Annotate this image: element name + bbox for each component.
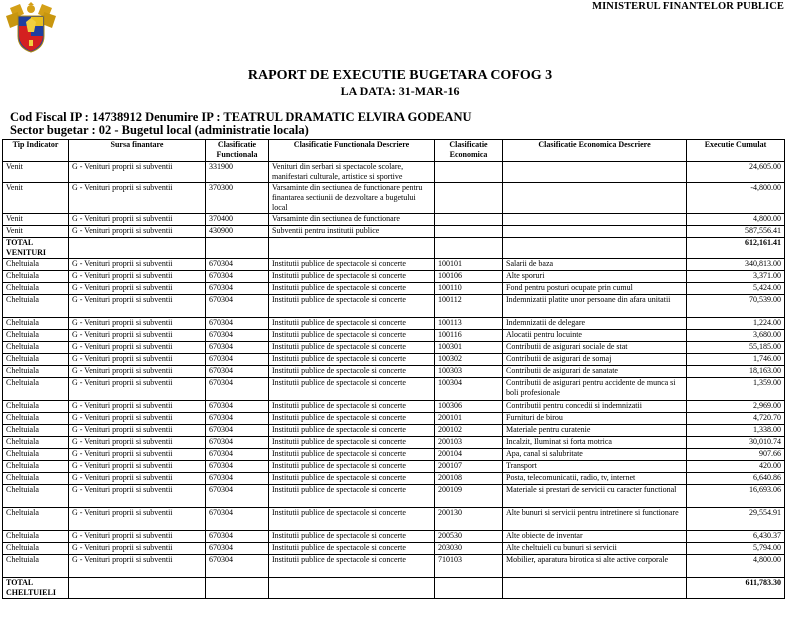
clasificatie-economica-cell: 100110 (435, 283, 503, 295)
tip-indicator-cell: Cheltuiala (3, 473, 69, 485)
tip-indicator-cell: Venit (3, 214, 69, 226)
economica-descriere-cell: Transport (503, 461, 687, 473)
economica-descriere-cell (503, 578, 687, 599)
clasificatie-economica-cell: 200101 (435, 413, 503, 425)
sursa-finantare-cell: G - Venituri proprii si subventii (69, 162, 206, 183)
tip-indicator-cell: Cheltuiala (3, 330, 69, 342)
clasificatie-functionala-cell: 670304 (206, 259, 269, 271)
clasificatie-economica-cell: 200107 (435, 461, 503, 473)
executie-cumulat-cell: 611,783.30 (687, 578, 785, 599)
functionala-descriere-cell: Institutii publice de spectacole si concerte (269, 531, 435, 543)
executie-cumulat-cell: 18,163.00 (687, 366, 785, 378)
clasificatie-functionala-cell: 670304 (206, 271, 269, 283)
executie-cumulat-cell: 4,800.00 (687, 214, 785, 226)
tip-indicator-cell: Cheltuiala (3, 555, 69, 578)
clasificatie-functionala-cell: 670304 (206, 318, 269, 330)
tip-indicator-cell: Cheltuiala (3, 531, 69, 543)
column-header: Clasificatie Functionala (206, 140, 269, 162)
clasificatie-economica-cell: 200130 (435, 508, 503, 531)
sursa-finantare-cell: G - Venituri proprii si subventii (69, 508, 206, 531)
functionala-descriere-cell: Subventii pentru institutii publice (269, 226, 435, 238)
clasificatie-economica-cell: 200103 (435, 437, 503, 449)
executie-cumulat-cell: 1,746.00 (687, 354, 785, 366)
functionala-descriere-cell (269, 238, 435, 259)
economica-descriere-cell: Mobilier, aparatura birotica si alte active corporale (503, 555, 687, 578)
sursa-finantare-cell: G - Venituri proprii si subventii (69, 401, 206, 413)
executie-cumulat-cell: 29,554.91 (687, 508, 785, 531)
table-row (3, 401, 785, 413)
clasificatie-economica-cell (435, 238, 503, 259)
clasificatie-economica-cell: 100112 (435, 295, 503, 318)
table-header-row (3, 140, 785, 162)
clasificatie-economica-cell: 100306 (435, 401, 503, 413)
sursa-finantare-cell (69, 578, 206, 599)
functionala-descriere-cell: Institutii publice de spectacole si concerte (269, 555, 435, 578)
executie-cumulat-cell: 340,813.00 (687, 259, 785, 271)
executie-cumulat-cell: 4,720.70 (687, 413, 785, 425)
economica-descriere-cell: Alte sporuri (503, 271, 687, 283)
clasificatie-functionala-cell (206, 238, 269, 259)
clasificatie-functionala-cell: 370400 (206, 214, 269, 226)
executie-cumulat-cell: 1,338.00 (687, 425, 785, 437)
economica-descriere-cell (503, 238, 687, 259)
tip-indicator-cell: Cheltuiala (3, 271, 69, 283)
clasificatie-functionala-cell: 670304 (206, 473, 269, 485)
clasificatie-economica-cell: 100302 (435, 354, 503, 366)
table-row (3, 413, 785, 425)
functionala-descriere-cell: Venituri din serbari si spectacole scolare, manifestari culturale, artistice si sportive (269, 162, 435, 183)
clasificatie-functionala-cell: 670304 (206, 378, 269, 401)
clasificatie-functionala-cell: 670304 (206, 555, 269, 578)
sursa-finantare-cell: G - Venituri proprii si subventii (69, 330, 206, 342)
functionala-descriere-cell: Institutii publice de spectacole si concerte (269, 342, 435, 354)
tip-indicator-cell: Cheltuiala (3, 413, 69, 425)
tip-indicator-cell: Cheltuiala (3, 259, 69, 271)
economica-descriere-cell: Alte bunuri si servicii pentru intretinere si functionare (503, 508, 687, 531)
clasificatie-functionala-cell: 670304 (206, 461, 269, 473)
functionala-descriere-cell: Institutii publice de spectacole si concerte (269, 378, 435, 401)
sursa-finantare-cell: G - Venituri proprii si subventii (69, 259, 206, 271)
column-header: Sursa finantare (69, 140, 206, 162)
sursa-finantare-cell: G - Venituri proprii si subventii (69, 318, 206, 330)
table-row (3, 378, 785, 401)
sursa-finantare-cell: G - Venituri proprii si subventii (69, 485, 206, 508)
tip-indicator-cell: Cheltuiala (3, 295, 69, 318)
romania-coat-of-arms-icon (4, 2, 58, 54)
economica-descriere-cell: Contributii de asigurari sociale de stat (503, 342, 687, 354)
table-row (3, 295, 785, 318)
economica-descriere-cell: Contributii de asigurari de sanatate (503, 366, 687, 378)
column-header: Clasificatie Economica (435, 140, 503, 162)
table-row (3, 162, 785, 183)
clasificatie-functionala-cell: 430900 (206, 226, 269, 238)
executie-cumulat-cell: 1,224.00 (687, 318, 785, 330)
table-row (3, 508, 785, 531)
functionala-descriere-cell: Institutii publice de spectacole si concerte (269, 413, 435, 425)
sursa-finantare-cell: G - Venituri proprii si subventii (69, 366, 206, 378)
sursa-finantare-cell: G - Venituri proprii si subventii (69, 295, 206, 318)
clasificatie-economica-cell: 710103 (435, 555, 503, 578)
clasificatie-functionala-cell: 670304 (206, 330, 269, 342)
sursa-finantare-cell: G - Venituri proprii si subventii (69, 378, 206, 401)
sursa-finantare-cell: G - Venituri proprii si subventii (69, 543, 206, 555)
tip-indicator-cell: Cheltuiala (3, 425, 69, 437)
executie-cumulat-cell: 5,424.00 (687, 283, 785, 295)
clasificatie-economica-cell: 203030 (435, 543, 503, 555)
executie-cumulat-cell: 2,969.00 (687, 401, 785, 413)
tip-indicator-cell: Cheltuiala (3, 366, 69, 378)
clasificatie-economica-cell (435, 226, 503, 238)
column-header: Executie Cumulat (687, 140, 785, 162)
functionala-descriere-cell: Institutii publice de spectacole si concerte (269, 485, 435, 508)
tip-indicator-cell: Venit (3, 162, 69, 183)
table-row (3, 226, 785, 238)
sursa-finantare-cell: G - Venituri proprii si subventii (69, 461, 206, 473)
tip-indicator-cell: Venit (3, 226, 69, 238)
clasificatie-functionala-cell: 670304 (206, 449, 269, 461)
functionala-descriere-cell: Institutii publice de spectacole si concerte (269, 283, 435, 295)
clasificatie-economica-cell: 100301 (435, 342, 503, 354)
functionala-descriere-cell (269, 578, 435, 599)
functionala-descriere-cell: Institutii publice de spectacole si concerte (269, 543, 435, 555)
functionala-descriere-cell: Institutii publice de spectacole si concerte (269, 330, 435, 342)
economica-descriere-cell: Furnituri de birou (503, 413, 687, 425)
economica-descriere-cell: Alte cheltuieli cu bunuri si servicii (503, 543, 687, 555)
column-header: Tip Indicator (3, 140, 69, 162)
clasificatie-economica-cell: 200109 (435, 485, 503, 508)
tip-indicator-cell: Cheltuiala (3, 508, 69, 531)
tip-indicator-cell: TOTAL VENITURI (3, 238, 69, 259)
clasificatie-functionala-cell: 670304 (206, 401, 269, 413)
clasificatie-functionala-cell: 670304 (206, 354, 269, 366)
clasificatie-economica-cell: 100101 (435, 259, 503, 271)
table-row (3, 485, 785, 508)
table-row (3, 183, 785, 214)
clasificatie-economica-cell: 100106 (435, 271, 503, 283)
clasificatie-functionala-cell: 370300 (206, 183, 269, 214)
clasificatie-functionala-cell: 670304 (206, 543, 269, 555)
economica-descriere-cell: Apa, canal si salubritate (503, 449, 687, 461)
table-row (3, 461, 785, 473)
sursa-finantare-cell: G - Venituri proprii si subventii (69, 531, 206, 543)
clasificatie-economica-cell (435, 162, 503, 183)
budget-execution-table (2, 139, 785, 599)
executie-cumulat-cell: 3,680.00 (687, 330, 785, 342)
sursa-finantare-cell: G - Venituri proprii si subventii (69, 555, 206, 578)
functionala-descriere-cell: Institutii publice de spectacole si concerte (269, 425, 435, 437)
table-row (3, 342, 785, 354)
clasificatie-economica-cell: 100116 (435, 330, 503, 342)
report-date: LA DATA: 31-MAR-16 (340, 84, 460, 98)
table-row (3, 531, 785, 543)
functionala-descriere-cell: Institutii publice de spectacole si concerte (269, 449, 435, 461)
tip-indicator-cell: TOTAL CHELTUIELI (3, 578, 69, 599)
executie-cumulat-cell: 6,640.86 (687, 473, 785, 485)
clasificatie-economica-cell: 200104 (435, 449, 503, 461)
column-header: Clasificatie Functionala Descriere (269, 140, 435, 162)
executie-cumulat-cell: 30,010.74 (687, 437, 785, 449)
economica-descriere-cell: Incalzit, Iluminat si forta motrica (503, 437, 687, 449)
table-row (3, 366, 785, 378)
entity-line: Cod Fiscal IP : 14738912 Denumire IP : TEATRUL DRAMATIC ELVIRA GODEANU (10, 110, 472, 124)
table-row (3, 354, 785, 366)
clasificatie-functionala-cell (206, 578, 269, 599)
economica-descriere-cell: Alte obiecte de inventar (503, 531, 687, 543)
table-row (3, 425, 785, 437)
total-row (3, 578, 785, 599)
clasificatie-economica-cell: 200530 (435, 531, 503, 543)
functionala-descriere-cell: Institutii publice de spectacole si concerte (269, 318, 435, 330)
tip-indicator-cell: Cheltuiala (3, 437, 69, 449)
sursa-finantare-cell: G - Venituri proprii si subventii (69, 271, 206, 283)
clasificatie-functionala-cell: 670304 (206, 283, 269, 295)
table-row (3, 330, 785, 342)
functionala-descriere-cell: Institutii publice de spectacole si concerte (269, 508, 435, 531)
clasificatie-economica-cell (435, 183, 503, 214)
functionala-descriere-cell: Institutii publice de spectacole si concerte (269, 295, 435, 318)
table-row (3, 473, 785, 485)
executie-cumulat-cell: 1,359.00 (687, 378, 785, 401)
functionala-descriere-cell: Institutii publice de spectacole si concerte (269, 354, 435, 366)
tip-indicator-cell: Cheltuiala (3, 318, 69, 330)
executie-cumulat-cell: 612,161.41 (687, 238, 785, 259)
clasificatie-economica-cell: 100113 (435, 318, 503, 330)
tip-indicator-cell: Cheltuiala (3, 485, 69, 508)
executie-cumulat-cell: 907.66 (687, 449, 785, 461)
table-row (3, 449, 785, 461)
sursa-finantare-cell: G - Venituri proprii si subventii (69, 437, 206, 449)
tip-indicator-cell: Cheltuiala (3, 378, 69, 401)
economica-descriere-cell (503, 162, 687, 183)
table-row (3, 318, 785, 330)
table-body (3, 162, 785, 599)
clasificatie-economica-cell: 200102 (435, 425, 503, 437)
clasificatie-functionala-cell: 670304 (206, 366, 269, 378)
table-row (3, 555, 785, 578)
table-row (3, 437, 785, 449)
economica-descriere-cell: Materiale si prestari de servicii cu caracter functional (503, 485, 687, 508)
economica-descriere-cell: Fond pentru posturi ocupate prin cumul (503, 283, 687, 295)
economica-descriere-cell: Contributii de asigurari pentru accidente de munca si boli profesionale (503, 378, 687, 401)
sursa-finantare-cell: G - Venituri proprii si subventii (69, 214, 206, 226)
sursa-finantare-cell: G - Venituri proprii si subventii (69, 183, 206, 214)
sursa-finantare-cell: G - Venituri proprii si subventii (69, 283, 206, 295)
functionala-descriere-cell: Varsaminte din sectiunea de functionare (269, 214, 435, 226)
executie-cumulat-cell: -4,800.00 (687, 183, 785, 214)
clasificatie-functionala-cell: 670304 (206, 437, 269, 449)
sector-line: Sector bugetar : 02 - Bugetul local (administratie locala) (10, 123, 309, 137)
table-row (3, 283, 785, 295)
functionala-descriere-cell: Institutii publice de spectacole si concerte (269, 401, 435, 413)
executie-cumulat-cell: 587,556.41 (687, 226, 785, 238)
sursa-finantare-cell: G - Venituri proprii si subventii (69, 413, 206, 425)
economica-descriere-cell: Salarii de baza (503, 259, 687, 271)
clasificatie-functionala-cell: 670304 (206, 295, 269, 318)
report-title: RAPORT DE EXECUTIE BUGETARA COFOG 3 (247, 68, 553, 83)
table-row (3, 543, 785, 555)
executie-cumulat-cell: 55,185.00 (687, 342, 785, 354)
functionala-descriere-cell: Institutii publice de spectacole si concerte (269, 473, 435, 485)
economica-descriere-cell: Indemnizatii platite unor persoane din afara unitatii (503, 295, 687, 318)
tip-indicator-cell: Cheltuiala (3, 449, 69, 461)
functionala-descriere-cell: Institutii publice de spectacole si concerte (269, 259, 435, 271)
economica-descriere-cell (503, 183, 687, 214)
sursa-finantare-cell: G - Venituri proprii si subventii (69, 425, 206, 437)
economica-descriere-cell: Contributii de asigurari de somaj (503, 354, 687, 366)
economica-descriere-cell (503, 214, 687, 226)
sursa-finantare-cell (69, 238, 206, 259)
tip-indicator-cell: Cheltuiala (3, 283, 69, 295)
executie-cumulat-cell: 24,605.00 (687, 162, 785, 183)
tip-indicator-cell: Cheltuiala (3, 354, 69, 366)
economica-descriere-cell: Materiale pentru curatenie (503, 425, 687, 437)
executie-cumulat-cell: 70,539.00 (687, 295, 785, 318)
functionala-descriere-cell: Institutii publice de spectacole si concerte (269, 366, 435, 378)
economica-descriere-cell: Posta, telecomunicatii, radio, tv, internet (503, 473, 687, 485)
clasificatie-economica-cell: 200108 (435, 473, 503, 485)
executie-cumulat-cell: 6,430.37 (687, 531, 785, 543)
clasificatie-economica-cell: 100303 (435, 366, 503, 378)
functionala-descriere-cell: Institutii publice de spectacole si concerte (269, 271, 435, 283)
economica-descriere-cell: Contributii pentru concedii si indemnizatii (503, 401, 687, 413)
economica-descriere-cell (503, 226, 687, 238)
tip-indicator-cell: Cheltuiala (3, 342, 69, 354)
table-row (3, 259, 785, 271)
sursa-finantare-cell: G - Venituri proprii si subventii (69, 449, 206, 461)
executie-cumulat-cell: 3,371.00 (687, 271, 785, 283)
clasificatie-functionala-cell: 331900 (206, 162, 269, 183)
tip-indicator-cell: Cheltuiala (3, 543, 69, 555)
functionala-descriere-cell: Institutii publice de spectacole si concerte (269, 437, 435, 449)
executie-cumulat-cell: 4,800.00 (687, 555, 785, 578)
tip-indicator-cell: Cheltuiala (3, 401, 69, 413)
total-row (3, 238, 785, 259)
sursa-finantare-cell: G - Venituri proprii si subventii (69, 354, 206, 366)
executie-cumulat-cell: 16,693.06 (687, 485, 785, 508)
clasificatie-functionala-cell: 670304 (206, 342, 269, 354)
executie-cumulat-cell: 420.00 (687, 461, 785, 473)
clasificatie-functionala-cell: 670304 (206, 531, 269, 543)
clasificatie-functionala-cell: 670304 (206, 485, 269, 508)
tip-indicator-cell: Venit (3, 183, 69, 214)
tip-indicator-cell: Cheltuiala (3, 461, 69, 473)
ministry-name: MINISTERUL FINANTELOR PUBLICE (592, 1, 784, 12)
table-row (3, 214, 785, 226)
economica-descriere-cell: Alocatii pentru locuinte (503, 330, 687, 342)
clasificatie-economica-cell (435, 578, 503, 599)
clasificatie-functionala-cell: 670304 (206, 508, 269, 531)
sursa-finantare-cell: G - Venituri proprii si subventii (69, 342, 206, 354)
clasificatie-economica-cell (435, 214, 503, 226)
executie-cumulat-cell: 5,794.00 (687, 543, 785, 555)
column-header: Clasificatie Economica Descriere (503, 140, 687, 162)
economica-descriere-cell: Indemnizatii de delegare (503, 318, 687, 330)
table-row (3, 271, 785, 283)
sursa-finantare-cell: G - Venituri proprii si subventii (69, 226, 206, 238)
functionala-descriere-cell: Varsaminte din sectiunea de functionare pentru finantarea sectiunii de dezvoltare a bugetului local (269, 183, 435, 214)
sursa-finantare-cell: G - Venituri proprii si subventii (69, 473, 206, 485)
clasificatie-functionala-cell: 670304 (206, 413, 269, 425)
clasificatie-economica-cell: 100304 (435, 378, 503, 401)
clasificatie-functionala-cell: 670304 (206, 425, 269, 437)
functionala-descriere-cell: Institutii publice de spectacole si concerte (269, 461, 435, 473)
